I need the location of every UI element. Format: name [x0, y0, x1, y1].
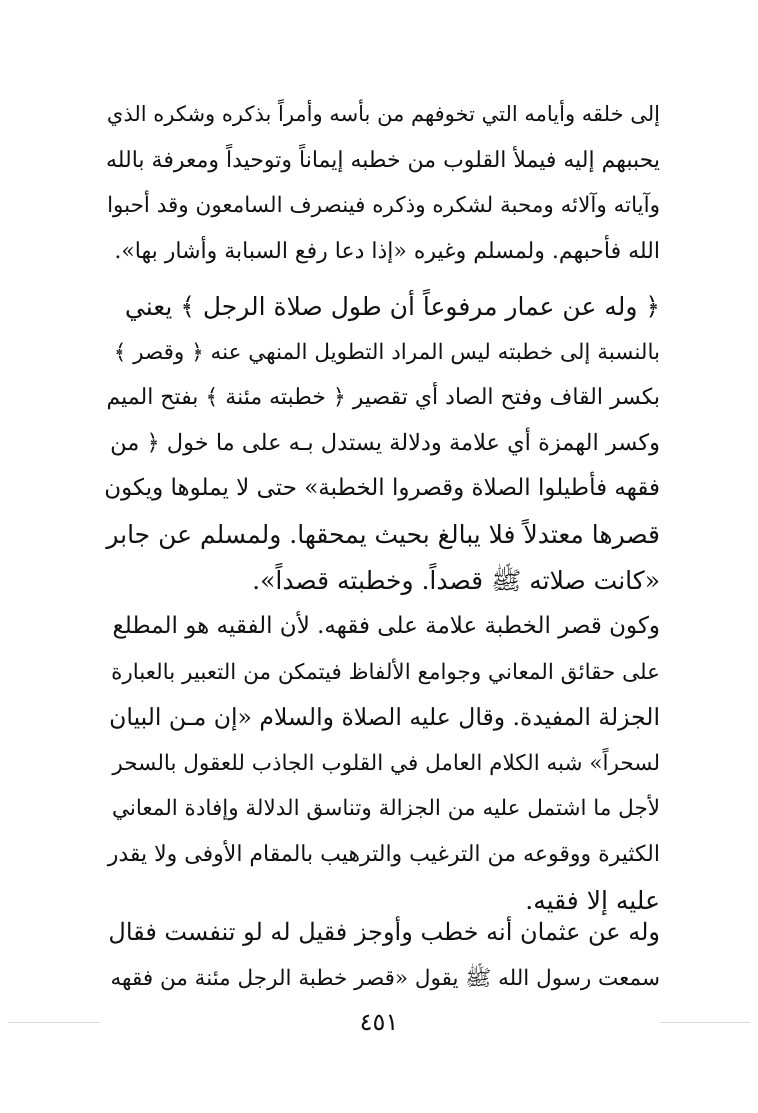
text-line: ﴿ وله عن عمار مرفوعاً أن طول صلاة الرجل ﴾ يعني: [124, 292, 660, 321]
text-line: الكثيرة ووقوعه من الترغيب والترهيب بالمقام الأوفى ولا يقدر: [107, 841, 660, 867]
text-line: الله فأحبهم. ولمسلم وغيره «إذا دعا رفع السبابة وأشار بها».: [114, 238, 660, 264]
text-line: سمعت رسول الله ﷺ يقول «قصر خطبة الرجل مئنة من فقهه: [110, 965, 660, 991]
text-line: عليه إلا فقيه.: [525, 885, 660, 915]
paragraph-2: [104, 284, 660, 603]
page-number: ٤٥١: [359, 1008, 399, 1036]
text-line: «كانت صلاته ﷺ قصداً. وخطبته قصداً».: [252, 565, 660, 595]
text-line: بالنسبة إلى خطبته ليس المراد التطويل المنهي عنه ﴿ وقصر ﴾: [113, 339, 660, 365]
paragraph-4: [104, 910, 660, 1001]
text-line: وله عن عثمان أنه خطب وأوجز فقيل له لو تنفست فقال: [108, 918, 660, 946]
text-line: لأجل ما اشتمل عليه من الجزالة وتناسق الدلالة وإفادة المعاني: [111, 796, 660, 822]
text-line: الجزلة المفيدة. وقال عليه الصلاة والسلام «إن مـن البيان: [109, 703, 660, 732]
scan-artifact-left: [8, 1022, 100, 1023]
text-line: بكسر القاف وفتح الصاد أي تقصير ﴿ خطبته مئنة ﴾ بفتح الميم: [106, 385, 660, 411]
text-line: يحببهم إليه فيملأ القلوب من خطبه إيماناً وتوحيداً ومعرفة بالله: [105, 147, 660, 173]
paragraph-3: [104, 604, 660, 923]
text-line: على حقائق المعاني وجوامع الألفاظ فيتمكن من التعبير بالعبارة: [111, 659, 660, 685]
scan-artifact-right: [660, 1022, 750, 1023]
text-line: لسحراً» شبه الكلام العامل في القلوب الجاذب للعقول بالسحر: [112, 750, 660, 776]
text-line: وآياته وآلائه ومحبة لشكره وذكره فينصرف السامعون وقد أحبوا: [107, 193, 660, 219]
paragraph-1: [104, 92, 660, 274]
text-line: وكون قصر الخطبة علامة على فقهه. لأن الفقيه هو المطلع: [112, 613, 660, 639]
text-line: قصرها معتدلاً فلا يبالغ بحيث يمحقها. ولمسلم عن جابر: [106, 519, 660, 549]
text-line: فقهه فأطيلوا الصلاة وقصروا الخطبة» حتى لا يملوها ويكون: [104, 475, 660, 502]
text-line: إلى خلقه وأيامه التي تخوفهم من بأسه وأمراً بذكره وشكره الذي: [106, 102, 660, 126]
text-line: وكسر الهمزة أي علامة ودلالة يستدل بـه على ما خول ﴿ من: [110, 429, 660, 456]
